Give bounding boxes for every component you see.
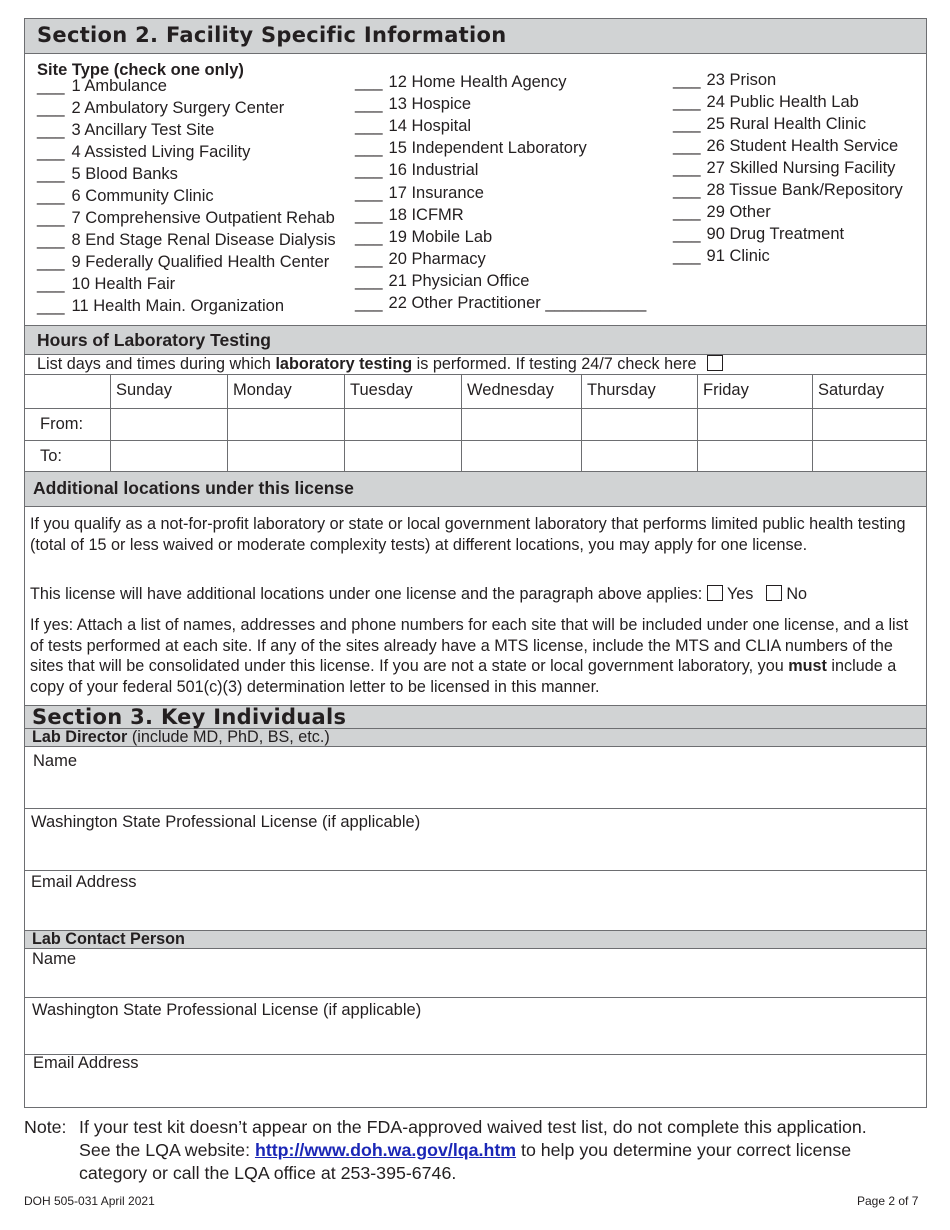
site-type-option[interactable] (673, 181, 903, 200)
checkbox-blank[interactable]: ___ (673, 137, 701, 155)
site-type-option[interactable] (37, 209, 335, 228)
checkbox-blank[interactable]: ___ (355, 117, 383, 136)
from-time-cell[interactable] (582, 409, 697, 439)
to-time-cell[interactable] (345, 441, 461, 471)
checkbox-blank[interactable]: ___ (355, 249, 383, 268)
hours-instr-text: List days and times during which (37, 355, 276, 373)
contact-email-label: Email Address (33, 1054, 139, 1072)
site-type-label: 7 Comprehensive Outpatient Rehab (71, 209, 335, 227)
note-line-2 (79, 1139, 867, 1162)
no-label: No (786, 585, 808, 603)
site-type-option[interactable] (673, 115, 866, 134)
director-license-label: Washington State Professional License (if applicable) (31, 813, 421, 831)
site-type-option[interactable] (673, 203, 771, 222)
contact-license-field[interactable] (25, 1020, 926, 1054)
site-type-option[interactable] (355, 206, 464, 225)
site-type-label: 13 Hospice (388, 95, 472, 114)
checkbox-blank[interactable]: ___ (355, 227, 383, 246)
from-time-cell[interactable] (813, 409, 926, 439)
checkbox-blank[interactable]: ___ (355, 271, 383, 290)
site-type-option[interactable] (37, 231, 336, 250)
additional-question (30, 584, 807, 605)
hours-instr-text-end: is performed. If testing 24/7 check here (412, 355, 697, 373)
checkbox-blank[interactable]: ___ (355, 95, 383, 114)
from-time-cell[interactable] (228, 409, 344, 439)
site-type-option[interactable] (37, 143, 250, 162)
day-header: Wednesday (467, 381, 554, 399)
note-line-3: category or call the LQA office at 253-395-6746. (79, 1163, 457, 1183)
site-type-label: 17 Insurance (388, 183, 484, 202)
site-type-option[interactable] (355, 294, 646, 313)
site-type-option[interactable] (37, 99, 284, 118)
site-type-option[interactable] (37, 253, 329, 272)
checkbox-blank[interactable]: ___ (673, 203, 701, 221)
checkbox-blank[interactable]: ___ (37, 253, 65, 271)
lab-director-note: (include MD, PhD, BS, etc.) (127, 728, 330, 746)
24-7-checkbox[interactable] (707, 355, 723, 371)
hours-instr-bold: laboratory testing (275, 355, 413, 373)
site-type-label: 22 Other Practitioner ___________ (388, 294, 647, 312)
contact-name-field[interactable] (25, 969, 926, 997)
note-label: Note: (24, 1117, 67, 1137)
checkbox-blank[interactable]: ___ (355, 205, 383, 224)
checkbox-blank[interactable]: ___ (673, 115, 701, 133)
section-2-title: Section 2. Facility Specific Information (37, 23, 507, 47)
contact-name-label: Name (32, 950, 77, 968)
site-type-label: 2 Ambulatory Surgery Center (71, 99, 285, 117)
site-type-label: 9 Federally Qualified Health Center (71, 253, 330, 271)
to-time-cell[interactable] (582, 441, 697, 471)
checkbox-blank[interactable]: ___ (37, 77, 65, 95)
site-type-option[interactable] (355, 117, 471, 136)
checkbox-blank[interactable]: ___ (355, 139, 383, 158)
site-type-label: 4 Assisted Living Facility (71, 143, 251, 161)
site-type-label: 12 Home Health Agency (388, 73, 567, 91)
additional-locations-header (25, 472, 926, 507)
site-type-label: 23 Prison (706, 71, 777, 89)
director-name-field[interactable] (25, 771, 926, 808)
additional-para-2-text-end: include a copy of your federal 501(c)(3) determination letter to be licensed in this manner. (30, 657, 897, 696)
page-number: Page 2 of 7 (857, 1194, 919, 1208)
from-time-cell[interactable] (462, 409, 581, 439)
site-type-option[interactable] (37, 297, 284, 316)
additional-locations-title: Additional locations under this license (33, 478, 354, 498)
application-form (24, 18, 927, 1108)
site-type-label: 25 Rural Health Clinic (706, 115, 867, 133)
note-line-2-text-end: to help you determine your correct license (516, 1140, 852, 1160)
form-id: DOH 505-031 April 2021 (24, 1194, 155, 1208)
site-type-option[interactable] (673, 247, 770, 266)
site-type-option[interactable] (673, 137, 898, 156)
to-time-cell[interactable] (228, 441, 344, 471)
site-type-label: 91 Clinic (706, 247, 770, 265)
day-header: Sunday (116, 381, 172, 399)
site-type-option[interactable] (355, 73, 566, 92)
site-type-label: 18 ICFMR (388, 205, 464, 224)
to-time-cell[interactable] (111, 441, 227, 471)
checkbox-blank[interactable]: ___ (355, 73, 383, 91)
checkbox-blank[interactable]: ___ (37, 143, 65, 161)
additional-para-1: If you qualify as a not-for-profit laboratory or state or local government laboratory that performs limited public health testing (total of 15 or less waived or moderate complexity tests) at different locations, you may apply for one license. (30, 515, 906, 554)
site-type-label: 90 Drug Treatment (706, 225, 845, 243)
checkbox-blank[interactable]: ___ (673, 247, 701, 265)
site-type-option[interactable] (37, 165, 178, 184)
site-type-option[interactable] (37, 121, 214, 140)
site-type-label: 5 Blood Banks (71, 165, 178, 183)
site-type-label: 10 Health Fair (71, 275, 176, 293)
contact-license-label: Washington State Professional License (if applicable) (32, 1001, 422, 1019)
checkbox-blank[interactable]: ___ (37, 99, 65, 117)
site-type-label: 20 Pharmacy (388, 249, 486, 268)
site-type-option[interactable] (673, 71, 776, 90)
site-type-label: 8 End Stage Renal Disease Dialysis (71, 231, 336, 249)
director-name-label: Name (33, 752, 78, 770)
lab-director-title: Lab Director (32, 728, 128, 746)
site-type-label: 11 Health Main. Organization (71, 297, 285, 315)
checkbox-blank[interactable]: ___ (673, 181, 701, 199)
section-3-header (25, 706, 926, 729)
checkbox-blank[interactable]: ___ (37, 209, 65, 227)
checkbox-blank[interactable]: ___ (673, 71, 701, 89)
day-header: Thursday (587, 381, 656, 399)
checkbox-blank[interactable]: ___ (673, 159, 701, 177)
checkbox-blank[interactable]: ___ (37, 187, 65, 205)
to-time-cell[interactable] (813, 441, 926, 471)
day-header: Monday (233, 381, 292, 399)
to-time-cell[interactable] (698, 441, 812, 471)
site-type-label: 24 Public Health Lab (706, 93, 859, 111)
contact-email-field[interactable] (25, 1073, 926, 1107)
lqa-website-link[interactable]: http://www.doh.wa.gov/lqa.htm (254, 1140, 517, 1160)
site-type-label: 6 Community Clinic (71, 187, 214, 205)
lab-director-header (25, 729, 926, 747)
day-header: Saturday (818, 381, 885, 399)
site-type-option[interactable] (355, 139, 587, 158)
from-time-cell[interactable] (111, 409, 227, 439)
site-type-option[interactable] (355, 184, 484, 203)
site-type-option[interactable] (355, 161, 478, 180)
checkbox-blank[interactable]: ___ (673, 225, 701, 243)
site-type-label: 26 Student Health Service (706, 137, 899, 155)
director-email-field[interactable] (25, 892, 926, 930)
director-email-label: Email Address (31, 873, 137, 891)
additional-para-2-bold: must (788, 657, 827, 675)
site-type-option[interactable] (355, 95, 471, 114)
section-3-title: Section 3. Key Individuals (32, 705, 347, 729)
checkbox-blank[interactable]: ___ (37, 231, 65, 249)
site-type-label: Site Type (check one only) (37, 61, 244, 79)
site-type-label: 21 Physician Office (388, 271, 530, 290)
to-label: To: (40, 447, 63, 465)
lab-contact-header (25, 931, 926, 949)
to-time-cell[interactable] (462, 441, 581, 471)
site-type-label: 14 Hospital (388, 117, 472, 136)
checkbox-blank[interactable]: ___ (37, 121, 65, 139)
checkbox-blank[interactable]: ___ (37, 275, 65, 293)
no-checkbox[interactable] (766, 585, 782, 601)
site-type-label: 29 Other (706, 203, 771, 221)
site-type-option[interactable] (37, 77, 167, 96)
site-type-label: 3 Ancillary Test Site (71, 121, 215, 139)
site-type-option[interactable] (355, 272, 529, 291)
from-time-cell[interactable] (698, 409, 812, 439)
site-type-label: 1 Ambulance (71, 77, 167, 95)
site-type-label: 27 Skilled Nursing Facility (706, 159, 896, 177)
checkbox-blank[interactable]: ___ (673, 93, 701, 111)
day-header: Tuesday (350, 381, 413, 399)
yes-label: Yes (726, 585, 754, 603)
site-type-option[interactable] (37, 187, 214, 206)
additional-para-2 (30, 615, 915, 697)
site-type-label: 19 Mobile Lab (388, 227, 493, 246)
site-type-label: 15 Independent Laboratory (388, 139, 587, 158)
yes-checkbox[interactable] (707, 585, 723, 601)
site-type-option[interactable] (355, 228, 492, 247)
hours-title: Hours of Laboratory Testing (37, 330, 271, 350)
checkbox-blank[interactable]: ___ (355, 294, 383, 312)
checkbox-blank[interactable]: ___ (355, 183, 383, 202)
lab-contact-title: Lab Contact Person (32, 930, 185, 948)
additional-question-text: This license will have additional locations under one license and the paragraph above applies: (30, 585, 703, 603)
site-type-option[interactable] (673, 225, 844, 244)
site-type-label: 28 Tissue Bank/Repository (706, 181, 903, 199)
site-type-option[interactable] (673, 159, 895, 178)
site-type-option[interactable] (673, 93, 859, 112)
hours-header (25, 326, 926, 355)
checkbox-blank[interactable]: ___ (37, 165, 65, 183)
additional-para-2-text: If yes: Attach a list of names, addresses and phone numbers for each site that will be included under one license, and a list of tests performed at each site. If any of the sites already have a MTS license, include the MTS and CLIA numbers of the sites that will be consolidated under this license. If you are not a state or local government laboratory, you (30, 616, 909, 675)
director-license-field[interactable] (25, 832, 926, 870)
site-type-option[interactable] (37, 275, 175, 294)
from-label: From: (40, 415, 84, 433)
hours-instructions (25, 355, 926, 375)
checkbox-blank[interactable]: ___ (37, 297, 65, 315)
from-time-cell[interactable] (345, 409, 461, 439)
site-type-option[interactable] (355, 250, 486, 269)
note-line-1: If your test kit doesn’t appear on the FDA-approved waived test list, do not complete this application. (79, 1117, 867, 1137)
site-type-label: 16 Industrial (388, 161, 479, 180)
note-line-2-text: See the LQA website: (79, 1140, 255, 1160)
checkbox-blank[interactable]: ___ (355, 161, 383, 180)
section-2-header (25, 19, 926, 54)
day-header: Friday (703, 381, 749, 399)
